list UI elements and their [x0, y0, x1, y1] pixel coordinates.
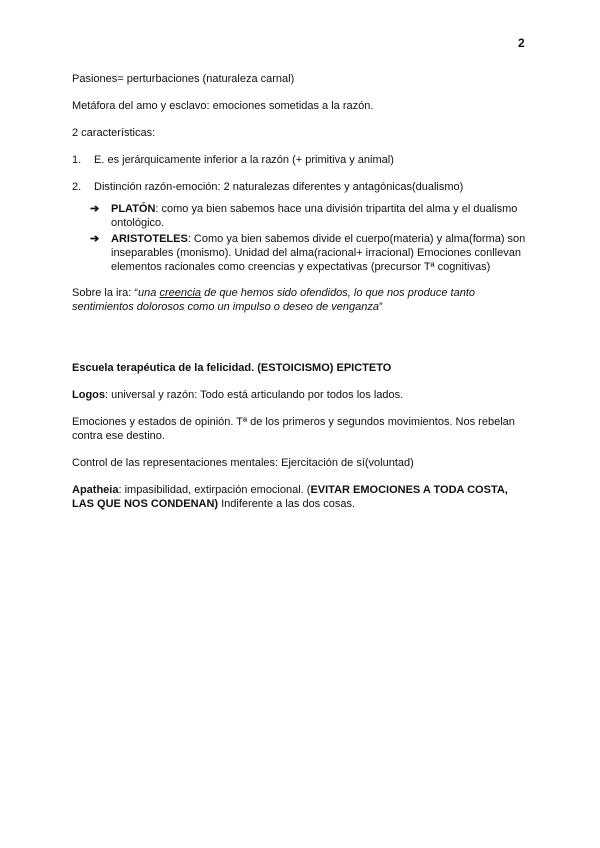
apatheia-text: : impasibilidad, extirpación emocional. (: [118, 484, 311, 496]
list-item: [72, 180, 530, 194]
list-number: 2.: [72, 181, 82, 193]
arrow-bold: ARISTOTELES: [111, 233, 188, 245]
ira-suffix: ”: [378, 301, 383, 313]
arrow-text: [111, 232, 530, 274]
logos-text: : universal y razón: Todo está articulando por todos los lados.: [105, 389, 404, 401]
list-number: 1.: [72, 154, 82, 166]
apatheia-bold-2: EVITAR EMOCIONES A TODA COSTA, LAS QUE NOS CONDENAN): [72, 484, 508, 510]
arrow-body: : como ya bien sabemos hace una división tripartita del alma y el dualismo ontológico.: [111, 203, 518, 229]
list-text: Distinción razón-emoción: 2 naturalezas diferentes y antagónicas(dualismo): [94, 181, 464, 193]
paragraph-caracteristicas: 2 características:: [72, 127, 156, 139]
arrow-bold: PLATÓN: [111, 203, 156, 215]
arrow-body: : Como ya bien sabemos divide el cuerpo(materia) y alma(forma) son inseparables (monismo). Unidad del alma(racional+ irracional) Emociones conllevan elementos racionales como creencias y expectativas (precursor Tª cognitivas): [111, 233, 526, 273]
arrow-item-platon: [90, 202, 530, 230]
ira-prefix: Sobre la ira: “: [72, 287, 139, 299]
paragraph-pasiones: Pasiones= perturbaciones (naturaleza carnal): [72, 73, 295, 85]
arrow-item-aristoteles: [90, 232, 530, 274]
ira-quote-rest: de que hemos sido ofendidos, lo que nos produce tanto sentimientos dolorosos como un impulso o deseo de venganza: [72, 287, 476, 313]
section-title: Escuela terapéutica de la felicidad. (ESTOICISMO) EPICTETO: [72, 362, 392, 374]
list-item: [72, 153, 530, 167]
ira-quote-start: una: [138, 287, 160, 299]
arrow-right-icon: ➔: [90, 203, 100, 215]
page-number: 2: [518, 36, 525, 50]
document-body: [72, 72, 530, 524]
logos-bold: Logos: [72, 389, 105, 401]
paragraph-ira: [72, 286, 530, 314]
paragraph-logos: [72, 388, 530, 402]
list-text: E. es jerárquicamente inferior a la razón (+ primitiva y animal): [94, 154, 394, 166]
ira-underlined-word: creencia: [159, 287, 202, 299]
apatheia-text-2: Indiferente a las dos cosas.: [218, 498, 356, 510]
apatheia-bold: Apatheia: [72, 484, 119, 496]
arrow-right-icon: ➔: [90, 233, 100, 245]
paragraph-control: Control de las representaciones mentales: Ejercitación de sí(voluntad): [72, 457, 414, 469]
arrow-text: [111, 202, 530, 230]
paragraph-apatheia: [72, 483, 530, 511]
paragraph-metafora: Metáfora del amo y esclavo: emociones sometidas a la razón.: [72, 100, 374, 112]
paragraph-emociones: Emociones y estados de opinión. Tª de los primeros y segundos movimientos. Nos rebelan contra ese destino.: [72, 416, 515, 442]
arrow-list: [90, 202, 530, 274]
numbered-list: [72, 153, 530, 194]
